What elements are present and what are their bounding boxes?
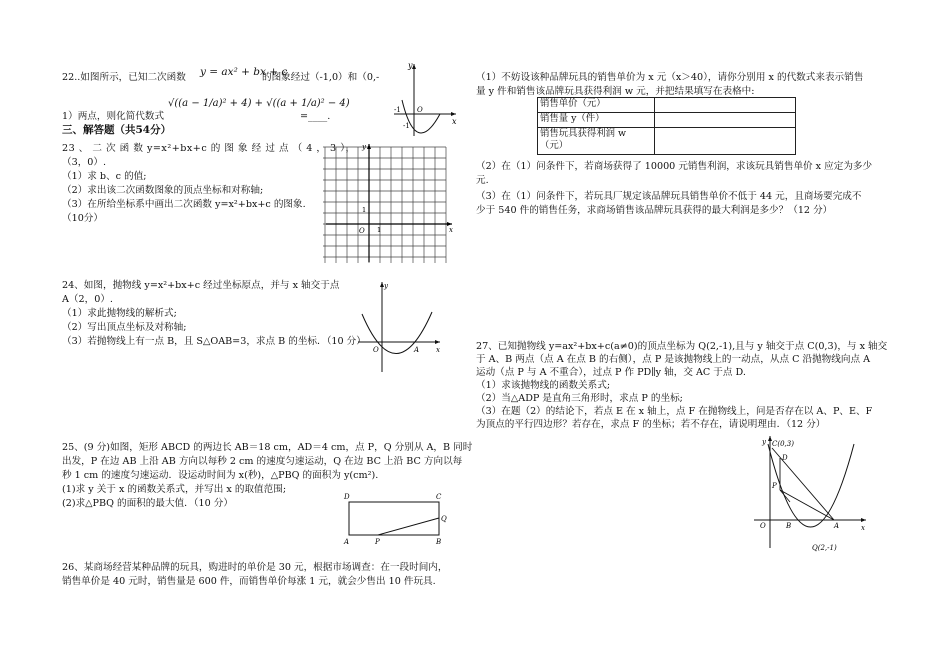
q27-line2: 于 A、B 两点（点 A 在点 B 的右侧），点 P 是该抛物线上的一动点，从点 C 沿抛物线向点 A: [476, 354, 871, 365]
q24-line2: A（2，0）.: [62, 294, 113, 305]
q26-part2-line2: 元.: [476, 175, 489, 186]
q25-label-b: B: [436, 538, 442, 546]
q24-origin-label: O: [373, 346, 379, 354]
q27-label-a: A: [834, 522, 840, 530]
q26-line1: 26、某商场经营某种品牌的玩具，购进时的单价是 30 元，根据市场调查：在一段时间内，: [62, 562, 448, 573]
q22-x-label: x: [452, 117, 457, 126]
q25-line1: 25、(9 分)如图，矩形 ABCD 的两边长 AB＝18 cm，AD＝4 cm，点 P，Q 分别从 A，B 同时: [62, 442, 473, 453]
q23-line4: （2）求出该二次函数图象的顶点坐标和对称轴;: [62, 185, 264, 196]
q25-line4: (1)求 y 关于 x 的函数关系式，并写出 x 的取值范围;: [62, 484, 287, 495]
q25-label-c: C: [436, 493, 442, 501]
q22-minus1-x: -1: [394, 106, 401, 114]
q27-label-c: C(0,3): [772, 440, 794, 448]
table-cell-empty[interactable]: [655, 113, 796, 128]
table-cell-price: 销售单价（元）: [538, 98, 655, 113]
table-row: [538, 128, 796, 155]
q27-line6: （3）在题（2）的结论下，若点 E 在 x 轴上，点 F 在抛物线上，问是否存在以 A、P、E、F: [476, 406, 873, 417]
q27-label-b: B: [786, 522, 792, 530]
table-cell-empty[interactable]: [655, 98, 796, 113]
table-cell-profit: [538, 128, 655, 155]
q23-line3: （1）求 b、c 的值;: [62, 171, 147, 182]
q24-point-a-label: A: [414, 346, 420, 354]
q22-line1-a: 22..如图所示，已知二次函数: [62, 72, 186, 83]
q23-unit-y: 1: [362, 206, 367, 214]
q27-line3: 运动（点 P 与 A 不重合），过点 P 作 PD∥y 轴，交 AC 于点 D.: [476, 367, 746, 378]
q22-line1-b: 的图象经过（-1,0）和（0,-: [262, 72, 380, 83]
q26-part3-line2: 少于 540 件的销售任务，求商场销售该品牌玩具获得的最大利润是多少？（12 分）: [476, 205, 833, 216]
q24-y-label: y: [384, 282, 388, 290]
q23-line2: （3，0）.: [62, 157, 107, 168]
q25-label-q: Q: [441, 515, 447, 523]
profit-label-1: 销售玩具获得利润 w: [540, 128, 627, 139]
section-3-heading: 三、解答题（共54分）: [62, 124, 172, 136]
q22-line2-b: =____.: [300, 111, 331, 122]
q25-line3: 秒 1 cm 的速度匀速运动．设运动时间为 x(秒)，△PBQ 的面积为 y(cm²).: [62, 470, 379, 481]
q22-minus1-y: -1: [403, 122, 410, 130]
q25-label-d: D: [344, 493, 350, 501]
q25-rectangle-figure: [340, 490, 448, 546]
q24-line1: 24、如图，抛物线 y=x²+bx+c 经过坐标原点，并与 x 轴交于点: [62, 280, 340, 291]
q27-label-y: y: [762, 438, 766, 446]
q27-line5: （2）当△ADP 是直角三角形时，求点 P 的坐标;: [476, 393, 683, 404]
q25-line5: (2)求△PBQ 的面积的最大值．（10 分）: [62, 498, 233, 509]
q27-label-x: x: [861, 524, 865, 532]
q27-line7: 为顶点的平行四边形？若存在，求点 F 的坐标；若不存在，请说明理由．（12 分）: [476, 419, 826, 430]
q23-coordinate-grid: [322, 140, 456, 264]
q23-origin-label: O: [359, 227, 365, 235]
profit-label-2: （元）: [540, 140, 569, 151]
q27-line4: （1）求该抛物线的函数关系式;: [476, 380, 611, 391]
table-row: [538, 98, 796, 113]
q27-label-o: O: [760, 522, 766, 530]
table-cell-empty[interactable]: [655, 128, 796, 155]
q24-line5: （3）若抛物线上有一点 B，且 S△OAB=3，求点 B 的坐标．（10 分）: [62, 336, 366, 347]
q23-unit-x: 1: [377, 226, 382, 234]
q27-line1: 27、已知抛物线 y=ax²+bx+c(a≠0)的顶点坐标为 Q(2,-1),且与 y 轴交于点 C(0,3)，与 x 轴交: [476, 341, 888, 352]
q23-line5: （3）在所给坐标系中画出二次函数 y=x²+bx+c 的图象.: [62, 199, 306, 210]
q24-line3: （1）求此抛物线的解析式;: [62, 308, 177, 319]
q26-part3-line1: （3）在（1）问条件下，若玩具厂规定该品牌玩具销售单价不低于 44 元，且商场要完成不: [476, 191, 862, 202]
q23-line6: （10分）: [62, 213, 103, 224]
q22-graph: [388, 58, 460, 140]
q22-line2-a: 1）两点，则化简代数式: [62, 111, 165, 122]
q25-label-p: P: [375, 538, 380, 546]
q24-line4: （2）写出顶点坐标及对称轴;: [62, 322, 187, 333]
q27-label-d: D: [782, 454, 788, 462]
q27-label-p: P: [772, 482, 777, 490]
table-cell-quantity: 销售量 y（件）: [538, 113, 655, 128]
q26-part1-line2: 量 y 件和销售该品牌玩具获得利润 w 元，并把结果填写在表格中:: [476, 86, 755, 97]
q26-part1-line1: （1）不妨设该种品牌玩具的销售单价为 x 元（x＞40），请你分别用 x 的代数式来表示销售: [476, 72, 864, 83]
q27-label-q: Q(2,-1): [812, 544, 837, 552]
q26-line2: 销售单价是 40 元时，销售量是 600 件，而销售单价每涨 1 元，就会少售出 10 件玩具.: [62, 576, 436, 587]
q22-expression: √((a − 1/a)² + 4) + √((a + 1/a)² − 4): [168, 98, 350, 109]
sales-table: [537, 97, 796, 155]
q25-label-a: A: [344, 538, 350, 546]
q22-y-label: y: [408, 61, 413, 70]
q23-line1: 23 、 二 次 函 数 y=x²+bx+c 的 图 象 经 过 点 （ 4 ， 3 ），: [62, 143, 356, 154]
q23-y-label: y: [362, 143, 366, 151]
q25-line2: 出发，P 在边 AB 上沿 AB 方向以每秒 2 cm 的速度匀速运动，Q 在边 BC 上沿 BC 方向以每: [62, 456, 463, 467]
q27-parabola-figure: [750, 434, 870, 552]
q26-part2-line1: （2）在（1）问条件下，若商场获得了 10000 元销售利润，求该玩具销售单价 x 应定为多少: [476, 161, 873, 172]
table-row: [538, 113, 796, 128]
q22-function: y = ax² + bx + c: [200, 66, 288, 78]
q24-x-label: x: [436, 346, 440, 354]
q22-origin-label: O: [417, 106, 423, 114]
q23-x-label: x: [449, 226, 453, 234]
q24-parabola-graph: [356, 278, 442, 374]
